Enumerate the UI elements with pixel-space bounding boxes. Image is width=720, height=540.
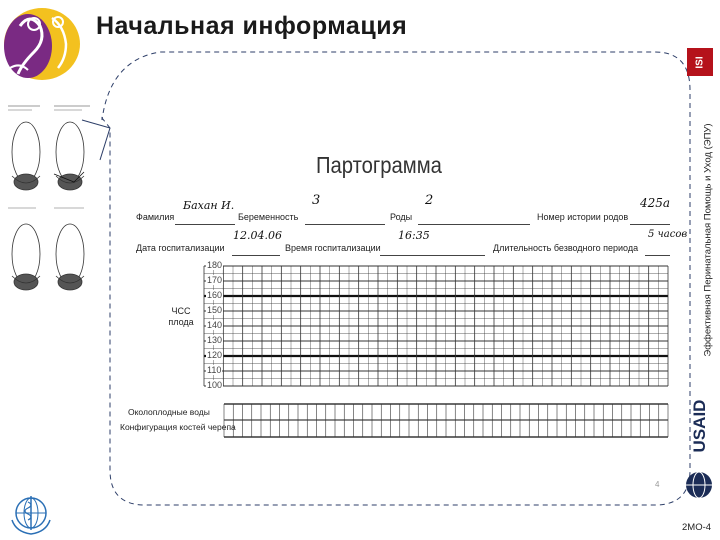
fhr-tick-label: 170 <box>207 275 223 285</box>
record-no-line <box>630 224 670 225</box>
hw-surname: Бахан И. <box>183 199 235 212</box>
fhr-tick-label: 140 <box>207 320 223 330</box>
surname-label: Фамилия <box>136 212 175 222</box>
amniotic-label: Околоплодные воды <box>128 407 210 417</box>
births-label: Роды <box>390 212 413 222</box>
who-logo <box>8 490 54 536</box>
fetal-position-illustrations <box>6 104 92 300</box>
usaid-logo: USAID <box>690 399 709 453</box>
admit-time-line <box>380 255 485 256</box>
hw-rupture: 5 часов <box>648 229 688 240</box>
fhr-tick-label: 130 <box>207 335 223 345</box>
globe-icon <box>684 470 714 500</box>
partogram-title: Партограмма <box>316 152 442 178</box>
record-no-label: Номер истории родов <box>537 212 629 222</box>
hw-admit-time: 16:35 <box>398 229 430 242</box>
hw-births: 2 <box>425 193 434 208</box>
fhr-tick-label: 100 <box>207 380 223 390</box>
isi-logo: ISI <box>687 48 713 76</box>
hw-record-no: 425а <box>640 196 671 210</box>
pregnancy-label: Беременность <box>238 212 299 222</box>
small-number: 4 <box>655 480 660 489</box>
hw-pregnancy: 3 <box>312 193 321 208</box>
fhr-tick-label: 110 <box>207 365 222 375</box>
slide-title: Начальная информация <box>96 12 408 40</box>
slide-number: 2MO-4 <box>682 522 712 533</box>
rupture-line <box>645 255 670 256</box>
fhr-tick-label: 150 <box>207 305 223 315</box>
fhr-tick-label: 120 <box>207 350 223 360</box>
rupture-label: Длительность безводного периода <box>493 243 639 253</box>
admit-time-label: Время госпитализации <box>285 243 381 253</box>
admit-date-line <box>232 255 280 256</box>
fhr-tick-label: 180 <box>207 260 223 270</box>
program-side-text: Эффективная Перинатальная Помощь и Уход (ЭПУ) <box>702 123 714 357</box>
moulding-label: Конфигурация костей черепа <box>120 422 236 432</box>
births-line <box>418 224 530 225</box>
fhr-label: ЧСС плода <box>168 306 194 327</box>
surname-line <box>175 224 235 225</box>
admit-date-label: Дата госпитализации <box>136 243 225 253</box>
pregnancy-line <box>305 224 385 225</box>
hw-admit-date: 12.04.06 <box>233 229 282 242</box>
fhr-tick-label: 160 <box>207 290 223 300</box>
